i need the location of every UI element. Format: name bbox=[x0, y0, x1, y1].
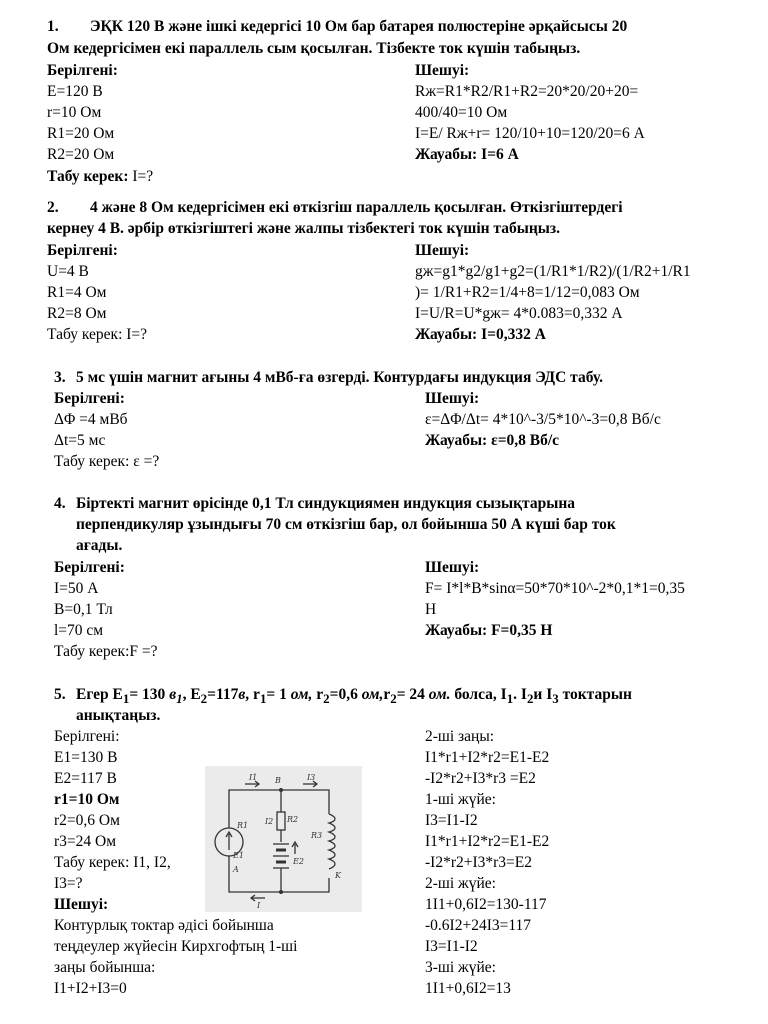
problem-4-number: 4. bbox=[54, 495, 66, 512]
q-unit: ом. bbox=[428, 686, 451, 703]
problem-5-right-line: -I2*r2+I3*r3=E2 bbox=[425, 854, 533, 871]
label-e1: E1 bbox=[233, 851, 244, 860]
problem-5-question-line-2: анықтаңыз. bbox=[76, 707, 161, 724]
problem-5-right-line: -0.6I2+24I3=117 bbox=[425, 917, 532, 934]
problem-4-solution-line: F= I*l*B*sinα=50*70*10^-2*0,1*1=0,35 bbox=[425, 580, 685, 597]
q-text: = 24 bbox=[396, 686, 429, 703]
problem-5-left-line: Табу керек: I1, I2, bbox=[54, 854, 171, 871]
problem-1-given-line: r=10 Ом bbox=[47, 104, 102, 121]
problem-5-left-line: I3=? bbox=[54, 875, 83, 892]
q-sub: 1 bbox=[506, 691, 514, 707]
problem-2-number: 2. bbox=[47, 199, 59, 216]
circuit-diagram bbox=[205, 766, 362, 912]
problem-4-find: Табу керек:F =? bbox=[54, 643, 158, 660]
problem-5-left-line: E1=130 В bbox=[54, 749, 118, 766]
label-i-bottom: I bbox=[257, 901, 261, 910]
q-text: токтарын bbox=[558, 686, 632, 703]
problem-2-given-line: R2=8 Ом bbox=[47, 305, 107, 322]
q-sub: 2 bbox=[390, 691, 397, 707]
problem-4-question-line-3: ағады. bbox=[76, 537, 123, 554]
q-text: Егер E bbox=[76, 686, 123, 703]
problem-5-left-line: r2=0,6 Ом bbox=[54, 812, 120, 829]
problem-5-left-line: заңы бойынша: bbox=[54, 959, 156, 976]
q-text: =117 bbox=[207, 686, 239, 703]
problem-1-solution-heading: Шешуі: bbox=[415, 62, 470, 79]
problem-1-given-line: R1=20 Ом bbox=[47, 125, 115, 142]
q-sub: 2 bbox=[323, 691, 330, 707]
problem-4-solution-line: Н bbox=[425, 601, 437, 618]
problem-4-given-line: B=0,1 Тл bbox=[54, 601, 113, 618]
label-r1: R1 bbox=[237, 821, 249, 830]
problem-5-right-line: I1*r1+I2*r2=E1-E2 bbox=[425, 833, 550, 850]
problem-5-right-line: I3=I1-I2 bbox=[425, 812, 478, 829]
q-text: = 1 bbox=[266, 686, 291, 703]
problem-3-number: 3. bbox=[54, 369, 66, 386]
q-text: r bbox=[312, 686, 324, 703]
problem-5-right-line: 2-ші заңы: bbox=[425, 728, 495, 745]
problem-3-given-heading: Берілгені: bbox=[54, 390, 125, 407]
problem-1-given-line: R2=20 Ом bbox=[47, 146, 115, 163]
problem-2-given-line: R1=4 Ом bbox=[47, 284, 107, 301]
problem-1-solution-line: 400/40=10 Ом bbox=[415, 104, 508, 121]
q-unit: в bbox=[169, 686, 177, 703]
problem-3-given-line: ΔΦ =4 мВб bbox=[54, 411, 128, 428]
problem-2-given-heading: Берілгені: bbox=[47, 242, 118, 259]
q-text: и I bbox=[533, 686, 553, 703]
problem-1-solution-line: I=E/ Rж+r= 120/10+10=120/20=6 А bbox=[415, 125, 645, 142]
problem-5-solution-heading: Шешуі: bbox=[54, 896, 109, 913]
q-sub: 1 bbox=[176, 691, 183, 707]
q-sub: 1 bbox=[259, 691, 267, 707]
q-sub: 1 bbox=[122, 691, 130, 707]
problem-4-given-line: I=50 А bbox=[54, 580, 99, 597]
problem-1-solution-line: Rж=R1*R2/R1+R2=20*20/20+20= bbox=[415, 83, 639, 100]
problem-4-given-line: l=70 см bbox=[54, 622, 104, 639]
label-a: A bbox=[233, 865, 239, 874]
problem-3-solution-line: ε=ΔΦ/Δt= 4*10^-3/5*10^-3=0,8 Вб/с bbox=[425, 411, 661, 428]
problem-5-right-line: I3=I1-I2 bbox=[425, 938, 478, 955]
q-unit: ом, bbox=[290, 686, 313, 703]
label-e2: E2 bbox=[293, 857, 304, 866]
label-i1: I1 bbox=[249, 773, 258, 782]
problem-5-left-line: теңдеулер жүйесін Кирхгофтың 1-ші bbox=[54, 938, 298, 955]
problem-5-right-line: 1I1+0,6I2=13 bbox=[425, 980, 511, 997]
problem-1-find bbox=[47, 166, 153, 187]
label-r2: R2 bbox=[287, 815, 299, 824]
problem-5-left-line: r1=10 Ом bbox=[54, 791, 120, 808]
label-b: B bbox=[275, 776, 281, 785]
problem-5-right-line: 3-ші жүйе: bbox=[425, 959, 496, 976]
problem-5-left-line: r3=24 Ом bbox=[54, 833, 117, 850]
problem-1-given-heading: Берілгені: bbox=[47, 62, 118, 79]
problem-5-left-line: Берілгені: bbox=[54, 728, 120, 745]
label-r3: R3 bbox=[311, 831, 323, 840]
problem-2-solution-line: I=U/R=U*gж= 4*0.083=0,332 А bbox=[415, 305, 623, 322]
problem-5-right-line: 1-ші жүйе: bbox=[425, 791, 496, 808]
q-sub: 2 bbox=[526, 691, 534, 707]
problem-2-given-line: U=4 В bbox=[47, 263, 89, 280]
problem-5-left-line: I1+I2+I3=0 bbox=[54, 980, 127, 997]
q-text: болса, I bbox=[450, 686, 507, 703]
problem-3-find: Табу керек: ε =? bbox=[54, 453, 160, 470]
q-text: , r bbox=[245, 686, 260, 703]
problem-1-number: 1. bbox=[47, 18, 59, 35]
problem-2-question-line-2: кернеу 4 В. әрбір өткізгіштегі және жалпы тізбектегі ток күшін табыңыз. bbox=[47, 220, 560, 237]
label-i3: I3 bbox=[307, 773, 316, 782]
problem-4-question-line-1: Біртекті магнит өрісінде 0,1 Тл синдукциямен индукция сызықтарына bbox=[76, 495, 576, 512]
problem-5-right-line: 1I1+0,6I2=130-117 bbox=[425, 896, 547, 913]
problem-5-left-line: Контурлық токтар әдісі бойынша bbox=[54, 917, 274, 934]
problem-5-right-line: -I2*r2+I3*r3 =E2 bbox=[425, 770, 536, 787]
problem-1-question-line-1: ЭҚК 120 В және ішкі кедергісі 10 Ом бар батарея полюстеріне әрқайсысы 20 bbox=[90, 18, 628, 35]
problem-2-solution-heading: Шешуі: bbox=[415, 242, 470, 259]
q-sub: 2 bbox=[200, 691, 208, 707]
label-i2: I2 bbox=[265, 817, 274, 826]
problem-5-left-line: E2=117 В bbox=[54, 770, 117, 787]
problem-2-solution-line: )= 1/R1+R2=1/4+8=1/12=0,083 Ом bbox=[415, 284, 640, 301]
q-text: . I bbox=[513, 686, 527, 703]
problem-1-given-line: E=120 В bbox=[47, 83, 103, 100]
problem-3-question: 5 мс үшін магнит ағыны 4 мВб-ға өзгерді. Контурдағы индукция ЭДС табу. bbox=[76, 369, 603, 386]
q-text: r bbox=[383, 686, 391, 703]
junction-b bbox=[279, 788, 283, 792]
problem-2-find: Табу керек: I=? bbox=[47, 326, 148, 343]
q-unit: ом, bbox=[361, 686, 384, 703]
problem-2-solution-line: gж=g1*g2/g1+g2=(1/R1*1/R2)/(1/R2+1/R1 bbox=[415, 263, 691, 280]
q-sub: 3 bbox=[552, 691, 559, 707]
problem-5-number: 5. bbox=[54, 686, 66, 703]
problem-2-answer: Жауабы: I=0,332 А bbox=[415, 326, 546, 343]
problem-4-answer: Жауабы: F=0,35 Н bbox=[425, 622, 553, 639]
problem-1-question-line-2: Ом кедергісімен екі параллель сым қосылған. Тізбекте ток күшін табыңыз. bbox=[47, 40, 581, 57]
q-text: = 130 bbox=[129, 686, 170, 703]
problem-4-solution-heading: Шешуі: bbox=[425, 559, 480, 576]
problem-1-find-value: I=? bbox=[128, 168, 154, 185]
problem-1-find-label: Табу керек: bbox=[47, 168, 129, 185]
problem-3-given-line: Δt=5 мс bbox=[54, 432, 106, 449]
problem-5-right-line: I1*r1+I2*r2=E1-E2 bbox=[425, 749, 550, 766]
problem-3-solution-heading: Шешуі: bbox=[425, 390, 480, 407]
problem-2-question-line-1: 4 және 8 Ом кедергісімен екі өткізгіш параллель қосылған. Өткізгіштердегі bbox=[90, 199, 623, 216]
problem-1-answer: Жауабы: I=6 А bbox=[415, 146, 519, 163]
q-unit: в bbox=[238, 686, 246, 703]
q-text: =0,6 bbox=[329, 686, 362, 703]
junction-bottom bbox=[279, 890, 283, 894]
q-text: , E bbox=[182, 686, 201, 703]
problem-4-question-line-2: перпендикуляр ұзындығы 70 см өткізгіш бар, ол бойынша 50 А күші бар ток bbox=[76, 516, 616, 533]
problem-4-given-heading: Берілгені: bbox=[54, 559, 125, 576]
label-k: K bbox=[335, 871, 341, 880]
problem-3-answer: Жауабы: ε=0,8 Вб/с bbox=[425, 432, 560, 449]
problem-5-right-line: 2-ші жүйе: bbox=[425, 875, 496, 892]
